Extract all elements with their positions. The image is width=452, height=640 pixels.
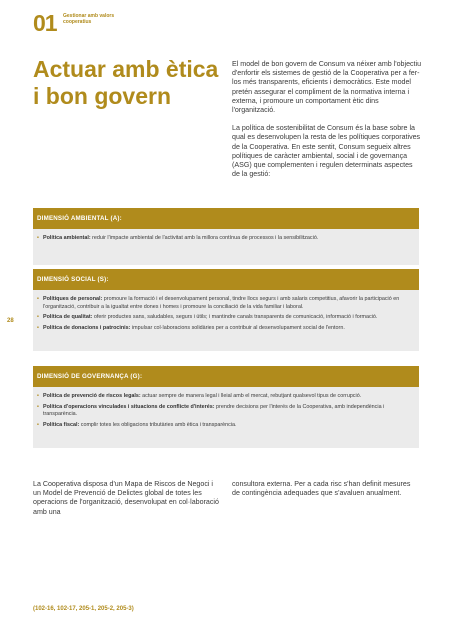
policy-description: actuar sempre de manera legal i lleial amb el mercat, rebutjant qualsevol tipus de corrupció. [140,393,362,399]
policy-description: impulsar col·laboracions solidàries per a contribuir al desenvolupament social de l'entorn. [130,324,345,331]
policy-item [37,325,415,333]
policy-term: Política fiscal: [43,421,80,428]
page-title: Actuar amb ètica i bon govern [33,56,219,109]
bullet-icon: • [37,324,39,331]
bullet-icon: • [37,235,39,241]
chapter-number: 01 [33,10,57,36]
policy-item [37,404,415,419]
policy-term: Política d'operacions vinculades i situacions de conflicte d'interés: [43,403,215,410]
dimension-box-environmental [33,208,419,265]
dimension-header: DIMENSIÓ DE GOVERNANÇA (G): [33,366,419,387]
policy-term: Política ambiental: [43,235,91,241]
policy-item [37,422,415,430]
policy-term: Política de donacions i patrocinis: [43,324,131,331]
policy-item [37,296,415,311]
policy-term: Polítiques de personal: [43,296,103,302]
bullet-icon: • [37,314,39,321]
bullet-icon: • [37,403,39,410]
intro-paragraph: El model de bon govern de Consum va néixer amb l'objectiu d'enfortir els sistemes de gestió de la Cooperativa per a fer-los més transparents, eficients i democràtics. Este model pretén assegurar el compliment de la normativa interna i externa, i promoure un comportament ètic dins l'organització. [232,60,422,115]
dimension-box-social [33,269,419,351]
policy-description: complir totes les obligacions tributàries amb ètica i transparència. [79,421,237,428]
dimension-body [33,290,419,351]
policy-description: reduir l'impacte ambiental de l'activitat amb la millora contínua de processos i la sensibilització. [90,235,319,241]
gri-references: (102-16, 102-17, 205-1, 205-2, 205-3) [33,606,134,612]
body-text-left: La Cooperativa disposa d'un Mapa de Riscos de Negoci i un Model de Prevenció de Delictes global de totes les operacions de l'organització, desenvolupat en col·laboració amb una [33,480,219,516]
policy-description: oferir productes sans, saludables, segurs i útils; i mantindre canals transparents de comunicació, informació i formació. [92,314,378,321]
policy-item [37,314,415,322]
policy-description: promoure la formació i el desenvolupament personal, tindre llocs segurs i amb salaris competitius, afavorir la participació en l'organització, contribuir a la igualtat entre dones i homes i promoure la conciliació de la vida familiar i laboral. [43,296,400,310]
dimension-box-governance [33,366,419,448]
dimension-header: DIMENSIÓ AMBIENTAL (A): [33,208,419,229]
body-text-right: consultora externa. Per a cada risc s'han definit mesures de contingència adequades que s'avaluen anualment. [232,480,411,498]
dimension-body [33,387,419,448]
bullet-icon: • [37,393,39,399]
policy-term: Política de prevenció de riscos legals: [43,393,141,399]
page-number: 28 [7,318,14,324]
intro-text [232,60,422,188]
dimension-body [33,229,419,265]
bullet-icon: • [37,296,39,302]
dimension-header: DIMENSIÓ SOCIAL (S): [33,269,419,290]
intro-paragraph: La política de sostenibilitat de Consum és la base sobre la qual es desenvolupen la resta de les polítiques corporatives de la Cooperativa. En este sentit, Consum segueix altres polítiques de caràcter ambiental, social i de governança (ASG) que complementen i regulen determinats aspectes de la gestió: [232,124,421,179]
policy-item [37,393,415,401]
policy-description: prendre decisions per l'interés de la Cooperativa, amb independència i transparència. [43,403,385,418]
policy-term: Política de qualitat: [43,314,93,321]
chapter-label: Gestionar amb valors cooperatius [63,13,115,25]
bullet-icon: • [37,421,39,428]
policy-item [37,235,415,243]
